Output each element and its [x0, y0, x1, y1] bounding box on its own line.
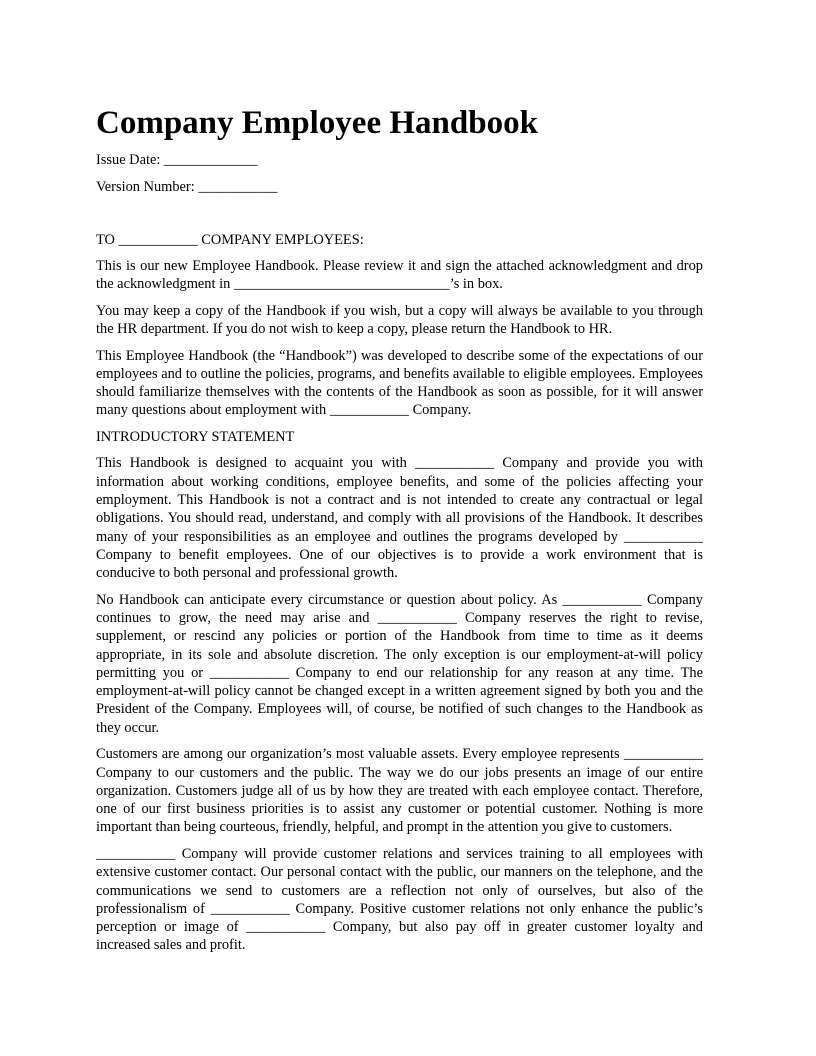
version-number-line: Version Number: ___________	[96, 178, 278, 195]
section-heading: INTRODUCTORY STATEMENT	[96, 428, 295, 445]
section-paragraph: This Handbook is designed to acquaint you with ___________ Company and provide you with information about working conditions, employee benefits, and some of the policies affecting your employment. This Handbook is not a contract and is not intended to create any contractual or legal obligations. You should read, understand, and comply with all provisions of the Handbook. It describes many of your responsibilities as an employee and outlines the programs developed by ___________ Company to benefit employees. One of our objectives is to provide a work environment that is conducive to both personal and professional growth.	[96, 455, 703, 582]
section-paragraph: No Handbook can anticipate every circumstance or question about policy. As ___________ Company continues to grow, the need may arise and ___________ Company reserves the right to revise, supplement, or rescind any policies or portion of the Handbook from time to time as it deems appropriate, in its sole and absolute discretion. The only exception is our employment-at-will policy permitting you or ___________ Company to end our relationship for any reason at any time. The employment-at-will policy cannot be changed except in a written agreement signed by both you and the President of the Company. Employees will, of course, be notified of such changes to the Handbook as they occur.	[96, 591, 703, 736]
document-body	[96, 104, 703, 963]
issue-date-line: Issue Date: _____________	[96, 152, 258, 168]
intro-paragraph: This Employee Handbook (the “Handbook”) was developed to describe some of the expectations of our employees and to outline the policies, programs, and benefits available to eligible employees. Employees should familiarize themselves with the contents of the Handbook as soon as possible, for it will answer many questions about employment with ___________ Company.	[96, 347, 703, 419]
section-paragraph: Customers are among our organization’s most valuable assets. Every employee represents ___________ Company to our customers and the public. The way we do our jobs presents an image of our entire organization. Customers judge all of us by how they are treated with each employee contact. Therefore, one of our first business priorities is to assist any customer or potential customer. Nothing is more important than being courteous, friendly, helpful, and prompt in the attention you give to customers.	[96, 746, 703, 836]
intro-paragraph: You may keep a copy of the Handbook if you wish, but a copy will always be available to you through the HR department. If you do not wish to keep a copy, please return the Handbook to HR.	[96, 302, 703, 338]
salutation-line: TO ___________ COMPANY EMPLOYEES:	[96, 231, 364, 248]
intro-paragraph: This is our new Employee Handbook. Please review it and sign the attached acknowledgment and drop the acknowledgment in ______________________________’s in box.	[96, 258, 703, 293]
section-paragraph: ___________ Company will provide customer relations and services training to all employees with extensive customer contact. Our personal contact with the public, our manners on the telephone, and the communications we send to customers are a reflection not only of ourselves, but also of the professionalism of ___________ Company. Positive customer relations not only enhance the public’s perception or image of ___________ Company, but also pay off in greater customer loyalty and increased sales and profit.	[96, 845, 703, 954]
document-title: Company Employee Handbook	[96, 105, 538, 141]
